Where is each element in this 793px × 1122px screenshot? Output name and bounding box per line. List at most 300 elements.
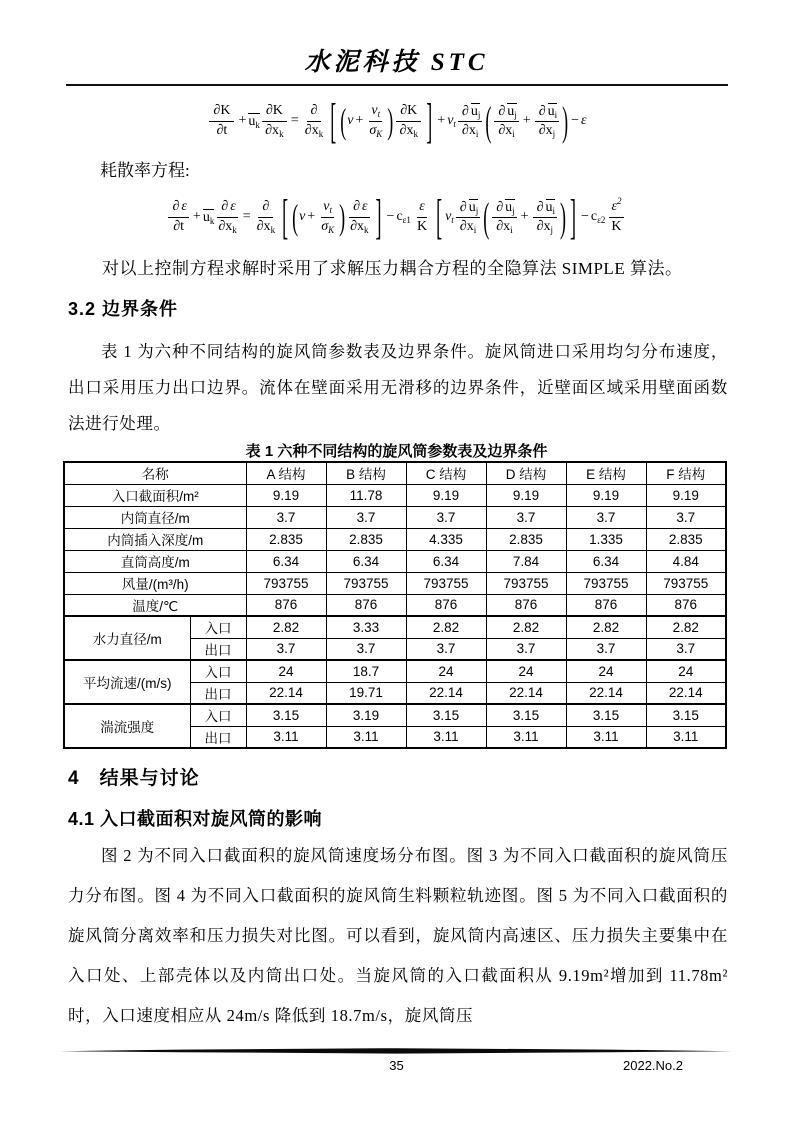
value-cell: 2.835 <box>326 528 406 550</box>
eq-atom <box>323 199 332 215</box>
eq-denominator <box>496 122 516 139</box>
eq-numerator <box>494 103 518 122</box>
table-row <box>64 660 726 682</box>
eq-base: σ <box>321 218 329 234</box>
eq-overbar <box>546 199 556 215</box>
value-cell: 4.335 <box>406 528 486 550</box>
eq-fraction <box>533 199 557 235</box>
eq-text: ∂ <box>353 199 361 215</box>
row-label-cell: 内筒插入深度/m <box>64 528 246 550</box>
eq-text: − <box>571 113 580 128</box>
table-header-cell: D 结构 <box>486 462 566 484</box>
table-row <box>64 704 726 726</box>
eq-subscript: j <box>477 109 481 120</box>
eq-denominator <box>537 122 557 139</box>
eq-atom <box>350 219 368 235</box>
eq-atom <box>400 123 418 139</box>
eq-atom <box>548 103 558 120</box>
eq-atom <box>265 123 283 139</box>
table-header-cell: E 结构 <box>566 462 646 484</box>
eq-numerator <box>321 199 334 217</box>
eq-fraction <box>607 196 625 234</box>
value-cell: 6.34 <box>246 550 326 572</box>
eq-atom <box>218 219 236 235</box>
value-cell: 793755 <box>326 572 406 594</box>
eq-text: ∂ <box>461 103 469 119</box>
eq-numerator <box>349 199 369 217</box>
table-header-cell: C 结构 <box>406 462 486 484</box>
eq-numerator <box>307 103 322 121</box>
eq-atom <box>371 103 380 119</box>
value-cell: 3.7 <box>246 638 326 660</box>
eq-base: u <box>545 199 553 215</box>
eq-base: ε <box>230 199 236 215</box>
eq-base: u <box>202 209 210 225</box>
eq-base: ε <box>181 199 187 215</box>
value-cell: 3.33 <box>326 616 406 638</box>
eq-denominator <box>413 218 431 235</box>
value-cell: 3.15 <box>646 704 726 726</box>
row-label-cell: 内筒直径/m <box>64 506 246 528</box>
value-cell: 3.7 <box>326 638 406 660</box>
value-cell: 6.34 <box>406 550 486 572</box>
eq-overbar <box>248 113 260 129</box>
value-cell: 3.15 <box>406 704 486 726</box>
eq-numerator <box>609 196 623 217</box>
section-heading-4-1: 4.1 入口截面积对旋风筒的影响 <box>68 809 323 829</box>
eq-subscript: ε2 <box>597 215 606 225</box>
k-transport-equation: $\frac{\partial K}{\partial t}$ + $u_k$ $\frac{\partial K}{\partial x_k}$ = $\frac{\partial}{\partial x_k}$ [ ( ν + $\frac{\nu_t}{\sigma_K}$ ) $\frac{\partial K}{\partial x_k}$ ] + $\nu_t$ ∂ $u_j$ $\partial x_i$ ( ∂ $u_j$ $\partial x_i$ + ∂ $u_i$ $\partial x_j$ ) − ε <box>68 90 726 152</box>
eq-denominator <box>255 218 277 235</box>
eq-fraction <box>303 103 325 138</box>
value-cell: 3.11 <box>326 726 406 748</box>
table-row <box>64 506 726 528</box>
eq-atom <box>347 113 353 129</box>
group-label-cell: 水力直径/m <box>64 616 190 660</box>
eq-text: + <box>238 113 247 128</box>
eq-denominator <box>494 218 514 235</box>
parameters-table <box>63 461 727 749</box>
eq-base: ∂x <box>459 219 474 234</box>
eq-subscript: k <box>318 128 324 139</box>
eq-text: = <box>242 209 251 224</box>
eq-denominator <box>216 218 238 235</box>
eq-numerator <box>217 199 237 217</box>
eq-numerator <box>456 199 480 218</box>
eq-base: ε <box>419 199 425 215</box>
value-cell: 7.84 <box>486 550 566 572</box>
value-cell: 9.19 <box>246 484 326 506</box>
eq-base: ∂x <box>265 122 280 138</box>
eq-base: ∂x <box>399 122 414 138</box>
eq-base: ∂x <box>218 218 233 234</box>
group-label-cell: 平均流速/(m/s) <box>64 660 190 704</box>
eq-text: ∂ <box>262 199 270 215</box>
table-caption: 表 1 六种不同结构的旋风筒参数表及边界条件 <box>245 443 548 460</box>
value-cell: 3.7 <box>486 506 566 528</box>
eq-overbar <box>203 209 215 225</box>
eq-subscript: k <box>413 128 418 139</box>
value-cell: 18.7 <box>326 660 406 682</box>
eq-subscript: i <box>475 129 479 139</box>
value-cell: 876 <box>566 594 646 616</box>
eq-subscript: j <box>512 205 515 216</box>
eq-denominator <box>607 218 625 235</box>
value-cell: 793755 <box>486 572 566 594</box>
value-cell: 2.82 <box>566 616 646 638</box>
eq-atom <box>546 199 556 216</box>
eq-atom <box>469 199 479 216</box>
eq-denominator <box>319 218 336 235</box>
eq-atom <box>507 103 517 120</box>
eq-subscript: t <box>453 119 456 129</box>
table-row <box>64 572 726 594</box>
eq-text: − <box>581 209 589 224</box>
value-cell: 876 <box>406 594 486 616</box>
eq-numerator <box>417 199 427 217</box>
eq-atom <box>419 199 425 215</box>
eq-base: ∂x <box>496 219 511 234</box>
value-cell: 3.7 <box>486 638 566 660</box>
section-heading-4: 4 结果与讨论 <box>68 768 200 789</box>
value-cell: 3.7 <box>326 506 406 528</box>
eq-atom <box>257 219 275 235</box>
eq-text: + <box>307 209 316 224</box>
sub-label-cell: 入口 <box>190 616 246 638</box>
eq-subscript: j <box>514 109 517 120</box>
eq-fraction <box>396 103 421 138</box>
eq-subscript: j <box>550 225 554 235</box>
table-row <box>64 550 726 572</box>
eq-base: u <box>248 113 256 129</box>
eq-text: K <box>416 218 428 234</box>
row-label-cell: 直筒高度/m <box>64 550 246 572</box>
eq-base: ∂x <box>498 123 513 138</box>
eq-atom <box>471 103 481 120</box>
eq-denominator <box>303 122 325 139</box>
eq-text: ∂K <box>400 103 418 119</box>
eq-numerator <box>533 199 557 218</box>
value-cell: 793755 <box>566 572 646 594</box>
table-body <box>64 484 726 748</box>
results-paragraph: 图 2 为不同入口截面积的旋风筒速度场分布图。图 3 为不同入口截面积的旋风筒压力分布图。图 4 为不同入口截面积的旋风筒生料颗粒轨迹图。图 5 为不同入口截面积的旋风筒分离效率和压力损失对比图。可以看到，旋风筒内高速区、压力损失主要集中在入口处、上部壳体以及内筒出口处。当旋风筒的入口截面积从 9.19m²增加到 11.78m²时，入口速度相应从 24m/s 降低到 18.7m/s，旋风筒压 <box>68 846 728 1025</box>
eq-subscript: K <box>376 128 383 139</box>
value-cell: 3.7 <box>246 506 326 528</box>
eq-fraction <box>494 103 518 139</box>
value-cell: 19.71 <box>326 682 406 704</box>
eq-base: ∂x <box>350 218 365 234</box>
eq-text: ∂ <box>310 103 318 119</box>
table-header-cell: A 结构 <box>246 462 326 484</box>
eq-atom <box>230 199 236 215</box>
table-row <box>64 616 726 638</box>
eq-atom <box>305 123 323 139</box>
value-cell: 3.11 <box>646 726 726 748</box>
eq-denominator <box>458 218 478 235</box>
eq-atom <box>591 209 606 225</box>
eq-base: u <box>468 199 476 215</box>
eq-text: ∂ <box>221 199 229 215</box>
eq-text: ∂ <box>496 199 504 215</box>
dissipation-equation-label: 耗散率方程: <box>100 161 190 180</box>
eq-base: u <box>507 103 515 119</box>
eq-atom <box>581 113 587 129</box>
epsilon-transport-equation: ∂ ε ∂t + $u_k$ ∂ ε $\partial x_k$ = $\frac{\partial}{\partial x_k}$ [ ( ν + $\frac{\nu_t}{\sigma_K}$ ) ∂ ε $\partial x_k$ ] − $c_{\varepsilon 1}$ $\frac{\varepsilon}{K}$ [ $\nu_t$ ∂ $u_j$ $\partial x_i$ ( ∂ $u_j$ $\partial x_i$ + ∂ $u_i$ $\partial x_j$ ) ] − $c_{\varepsilon 2}$ $\frac{\varepsilon^2}{K}$ <box>68 184 726 250</box>
sub-label-cell: 出口 <box>190 682 246 704</box>
table-row <box>64 528 726 550</box>
value-cell: 793755 <box>246 572 326 594</box>
eq-denominator <box>169 218 188 235</box>
eq-subscript: i <box>512 129 515 139</box>
eq-fraction <box>348 199 370 234</box>
eq-atom <box>498 123 514 139</box>
sub-label-cell: 入口 <box>190 704 246 726</box>
value-cell: 3.7 <box>406 638 486 660</box>
eq-subscript: t <box>329 205 333 216</box>
value-cell: 876 <box>326 594 406 616</box>
eq-subscript: k <box>209 215 215 226</box>
value-cell: 876 <box>646 594 726 616</box>
eq-fraction <box>255 199 277 234</box>
eq-base: ∂x <box>304 122 319 138</box>
eq-subscript: k <box>279 128 284 139</box>
value-cell: 3.7 <box>406 506 486 528</box>
value-cell: 3.11 <box>246 726 326 748</box>
eq-text: + <box>520 209 529 224</box>
value-cell: 6.34 <box>566 550 646 572</box>
header-rule <box>66 84 728 86</box>
eq-text: + <box>522 113 531 128</box>
eq-base: ∂x <box>256 218 271 234</box>
eq-numerator <box>168 199 188 217</box>
eq-superscript: 2 <box>617 196 622 207</box>
value-cell: 3.19 <box>326 704 406 726</box>
table-head <box>64 462 726 484</box>
eq-denominator <box>213 122 232 139</box>
row-label-cell: 风量/(m³/h) <box>64 572 246 594</box>
eq-numerator <box>458 103 482 122</box>
value-cell: 1.335 <box>566 528 646 550</box>
value-cell: 2.82 <box>406 616 486 638</box>
eq-atom <box>181 199 187 215</box>
eq-text: ∂t <box>216 122 228 138</box>
eq-atom <box>321 219 334 235</box>
eq-overbar <box>505 199 515 215</box>
eq-numerator <box>258 199 273 217</box>
value-cell: 22.14 <box>246 682 326 704</box>
eq-base: ν <box>447 113 454 128</box>
eq-atom <box>203 209 215 226</box>
eq-atom <box>396 209 411 225</box>
value-cell: 3.15 <box>246 704 326 726</box>
eq-base: ε <box>581 113 587 128</box>
eq-base: c <box>396 209 403 224</box>
eq-text: ∂ <box>538 103 546 119</box>
eq-text: + <box>437 113 446 128</box>
eq-overbar <box>469 199 479 215</box>
value-cell: 4.84 <box>646 550 726 572</box>
value-cell: 2.835 <box>246 528 326 550</box>
table-row <box>64 484 726 506</box>
page-number: 35 <box>389 1058 404 1073</box>
simple-algorithm-note: 对以上控制方程求解时采用了求解压力耦合方程的全隐算法 SIMPLE 算法。 <box>102 259 683 278</box>
eq-base: u <box>547 103 555 119</box>
eq-subscript: k <box>255 119 260 130</box>
eq-text: ∂ <box>536 199 544 215</box>
eq-base: u <box>470 103 478 119</box>
eq-text: − <box>386 209 395 224</box>
eq-text: ∂ <box>172 199 180 215</box>
eq-denominator <box>398 122 420 139</box>
eq-fraction <box>492 199 516 235</box>
value-cell: 3.7 <box>566 506 646 528</box>
value-cell: 24 <box>246 660 326 682</box>
value-cell: 24 <box>406 660 486 682</box>
footer-rule <box>60 1047 732 1055</box>
value-cell: 6.34 <box>326 550 406 572</box>
value-cell: 2.835 <box>646 528 726 550</box>
value-cell: 9.19 <box>486 484 566 506</box>
value-cell: 22.14 <box>406 682 486 704</box>
sub-label-cell: 入口 <box>190 660 246 682</box>
eq-fraction <box>458 103 482 139</box>
eq-numerator <box>262 103 287 121</box>
value-cell: 24 <box>566 660 646 682</box>
eq-base: σ <box>369 122 377 138</box>
value-cell: 3.7 <box>646 638 726 660</box>
journal-title: 水泥科技 STC <box>304 49 489 76</box>
eq-base: ∂x <box>461 123 476 138</box>
eq-atom <box>369 123 382 139</box>
eq-text: ∂K <box>265 103 283 119</box>
eq-subscript: i <box>510 225 513 235</box>
eq-text: = <box>290 113 299 128</box>
eq-base: ν <box>323 199 330 215</box>
value-cell: 3.7 <box>566 638 646 660</box>
value-cell: 9.19 <box>566 484 646 506</box>
eq-fraction <box>319 199 336 234</box>
eq-numerator <box>535 103 559 122</box>
value-cell: 2.82 <box>646 616 726 638</box>
value-cell: 24 <box>646 660 726 682</box>
section-heading-3-2: 3.2 边界条件 <box>68 299 179 319</box>
eq-numerator <box>492 199 516 218</box>
eq-numerator <box>369 103 382 121</box>
value-cell: 2.835 <box>486 528 566 550</box>
issue-number: 2022.No.2 <box>623 1058 683 1073</box>
value-cell: 11.78 <box>326 484 406 506</box>
value-cell: 24 <box>486 660 566 682</box>
value-cell: 3.11 <box>406 726 486 748</box>
eq-denominator <box>348 218 370 235</box>
eq-subscript: K <box>328 224 335 235</box>
eq-fraction <box>216 199 238 234</box>
eq-subscript: j <box>475 205 479 216</box>
group-label-cell: 湍流强度 <box>64 704 190 748</box>
value-cell: 3.15 <box>486 704 566 726</box>
table-row <box>64 594 726 616</box>
eq-denominator <box>263 122 285 139</box>
eq-atom <box>447 113 456 129</box>
eq-fraction <box>413 199 431 234</box>
eq-atom <box>462 123 478 139</box>
eq-fraction <box>535 103 559 139</box>
eq-fraction <box>168 199 188 234</box>
value-cell: 9.19 <box>406 484 486 506</box>
value-cell: 22.14 <box>566 682 646 704</box>
eq-overbar <box>548 103 558 119</box>
eq-denominator <box>460 122 480 139</box>
table-header-cell: 名称 <box>64 462 246 484</box>
eq-atom <box>460 219 476 235</box>
eq-base: ε <box>362 199 368 215</box>
eq-subscript: k <box>364 224 369 235</box>
eq-numerator <box>396 103 421 121</box>
eq-fraction <box>367 103 384 138</box>
sub-label-cell: 出口 <box>190 726 246 748</box>
eq-fraction <box>262 103 287 138</box>
eq-atom <box>537 219 553 235</box>
eq-base: ν <box>347 113 354 128</box>
eq-base: u <box>505 199 513 215</box>
value-cell: 876 <box>486 594 566 616</box>
eq-subscript: t <box>377 109 381 120</box>
eq-base: ε <box>611 199 617 215</box>
value-cell: 793755 <box>406 572 486 594</box>
eq-subscript: i <box>473 225 477 235</box>
eq-text: ∂K <box>213 103 231 119</box>
eq-subscript: t <box>451 215 454 225</box>
eq-denominator <box>367 122 384 139</box>
eq-denominator <box>535 218 555 235</box>
eq-text: ∂ <box>498 103 506 119</box>
eq-fraction <box>456 199 480 235</box>
eq-numerator <box>209 103 234 121</box>
eq-atom <box>496 219 512 235</box>
eq-subscript: k <box>232 224 237 235</box>
value-cell: 876 <box>246 594 326 616</box>
table-header-row <box>64 462 726 484</box>
eq-base: ν <box>299 209 306 224</box>
eq-atom <box>362 199 368 215</box>
value-cell: 3.11 <box>486 726 566 748</box>
value-cell: 3.11 <box>566 726 646 748</box>
table-header-cell: F 结构 <box>646 462 726 484</box>
row-label-cell: 入口截面积/m² <box>64 484 246 506</box>
eq-subscript: k <box>270 224 276 235</box>
eq-subscript: ε1 <box>402 215 411 225</box>
eq-subscript: i <box>554 109 558 120</box>
value-cell: 22.14 <box>486 682 566 704</box>
row-label-cell: 温度/℃ <box>64 594 246 616</box>
eq-atom <box>445 209 454 225</box>
value-cell: 9.19 <box>646 484 726 506</box>
sub-label-cell: 出口 <box>190 638 246 660</box>
value-cell: 793755 <box>646 572 726 594</box>
eq-atom <box>611 196 622 215</box>
table-header-cell: B 结构 <box>326 462 406 484</box>
eq-base: ν <box>445 209 452 224</box>
eq-atom <box>299 209 305 225</box>
eq-overbar <box>471 103 481 119</box>
boundary-conditions-paragraph: 表 1 为六种不同结构的旋风筒参数表及边界条件。旋风筒进口采用均匀分布速度，出口采用压力出口边界。流体在壁面采用无滑移的边界条件，近壁面区域采用壁面函数法进行处理。 <box>68 342 728 433</box>
value-cell: 22.14 <box>646 682 726 704</box>
eq-overbar <box>507 103 517 119</box>
eq-text: ∂t <box>173 218 185 234</box>
eq-text: K <box>611 218 622 234</box>
eq-subscript: j <box>552 129 556 139</box>
eq-atom <box>505 199 515 216</box>
